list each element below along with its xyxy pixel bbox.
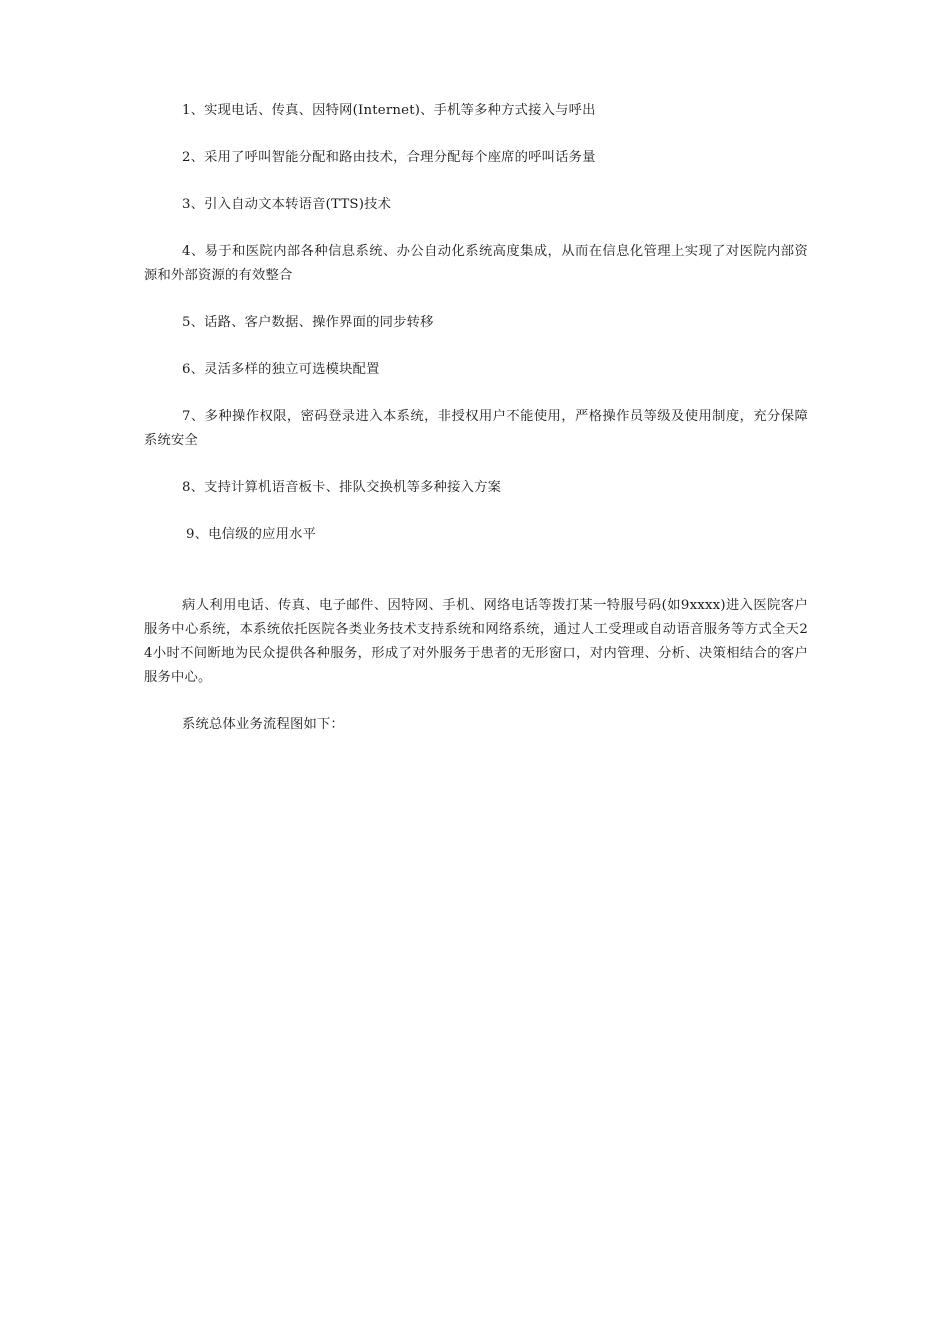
description-paragraph: 病人利用电话、传真、电子邮件、因特网、手机、网络电话等拨打某一特服号码(如9xxxx)进入医院客户服务中心系统，本系统依托医院各类业务技术支持系统和网络系统，通过人工受理或自动语音服务等方式全天24小时不间断地为民众提供各种服务，形成了对外服务于患者的无形窗口，对内管理、分析、决策相结合的客户服务中心。 — [144, 598, 808, 685]
paragraph-gap — [144, 570, 808, 594]
list-item-1: 1、实现电话、传真、因特网(Internet)、手机等多种方式接入与呼出 — [182, 103, 596, 118]
list-item-6: 6、灵活多样的独立可选模块配置 — [182, 362, 380, 377]
list-item-7: 7、多种操作权限，密码登录进入本系统，非授权用户不能使用，严格操作员等级及使用制度，充分保障系统安全 — [144, 409, 808, 448]
list-item-4: 4、易于和医院内部各种信息系统、办公自动化系统高度集成，从而在信息化管理上实现了对医院内部资源和外部资源的有效整合 — [144, 244, 808, 283]
flowchart-intro: 系统总体业务流程图如下： — [182, 717, 344, 732]
list-item-2: 2、采用了呼叫智能分配和路由技术，合理分配每个座席的呼叫话务量 — [182, 150, 596, 165]
list-item-9: 9、电信级的应用水平 — [186, 527, 317, 542]
list-item-5: 5、话路、客户数据、操作界面的同步转移 — [182, 315, 434, 330]
list-item-3: 3、引入自动文本转语音(TTS)技术 — [182, 197, 392, 212]
list-item-8: 8、支持计算机语音板卡、排队交换机等多种接入方案 — [182, 480, 502, 495]
document-body — [144, 99, 808, 760]
